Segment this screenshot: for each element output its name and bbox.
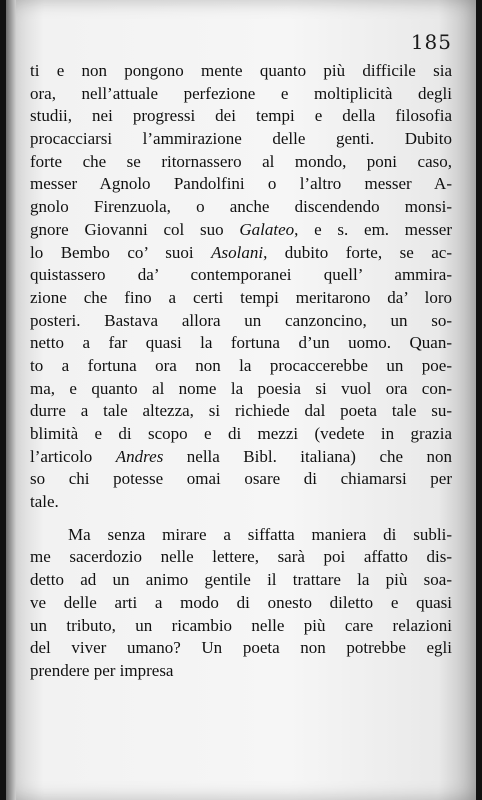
body-text [30, 60, 452, 683]
text-line: ma, e quanto al nome la poesia si vuol ora con- [30, 378, 452, 398]
text-line: to a fortuna ora non la procaccerebbe un poe- [30, 355, 452, 375]
book-page [6, 0, 476, 800]
text-line: forte che se ritornassero al mondo, poni caso, [30, 151, 452, 171]
text-line: zione che fino a certi tempi meritarono da’ loro [30, 287, 452, 307]
text-line: netto a far quasi la fortuna d’un uomo. Quan- [30, 333, 452, 353]
text-line: blimità e di scopo e di mezzi (vedete in grazia [30, 424, 452, 443]
paragraph-2 [30, 524, 452, 683]
text-line: del viver umano? Un poeta non potrebbe egli [30, 638, 452, 658]
text-line: so chi potesse omai osare di chiamarsi per [30, 469, 452, 489]
text-line: studii, nei progressi dei tempi e della filosofia [30, 106, 452, 126]
text-line: procacciarsi l’ammirazione delle genti. Dubito [30, 129, 452, 149]
text-line: quistassero da’ contemporanei quell’ ammira- [30, 265, 452, 285]
text-line: Ma senza mirare a siffatta maniera di subli- [68, 524, 452, 544]
text-line: prendere per impresa [30, 660, 174, 680]
text-line: ora, nell’attuale perfezione e moltiplicità degli [30, 83, 452, 103]
text-line: messer Agnolo Pandolfini o l’altro messer A- [30, 174, 452, 194]
text-line: lo Bembo co’ suoi Asolani, dubito forte, se ac- [30, 242, 452, 262]
text-line: gnore Giovanni col suo Galateo, e s. em. messer [30, 219, 452, 239]
text-line: un tributo, un ricambio nelle più care relazioni [30, 615, 452, 635]
text-line: durre a tale altezza, si richiede dal poeta tale su- [30, 401, 452, 421]
text-line: tale. [30, 492, 59, 512]
paragraph-1 [30, 60, 452, 514]
text-line: ti e non pongono mente quanto più difficile sia [30, 61, 452, 80]
text-line: gnolo Firenzuola, o anche discendendo monsi- [30, 197, 452, 217]
text-line: me sacerdozio nelle lettere, sarà poi affatto dis- [30, 547, 452, 567]
text-line: posteri. Bastava allora un canzoncino, un so- [30, 310, 452, 330]
text-line: l’articolo Andres nella Bibl. italiana) che non [30, 446, 452, 466]
text-line: detto ad un animo gentile il trattare la più soa- [30, 570, 452, 590]
page-number: 185 [410, 30, 452, 54]
text-line: ve delle arti a modo di onesto diletto e quasi [30, 592, 452, 612]
book-spine-shadow [6, 0, 16, 800]
